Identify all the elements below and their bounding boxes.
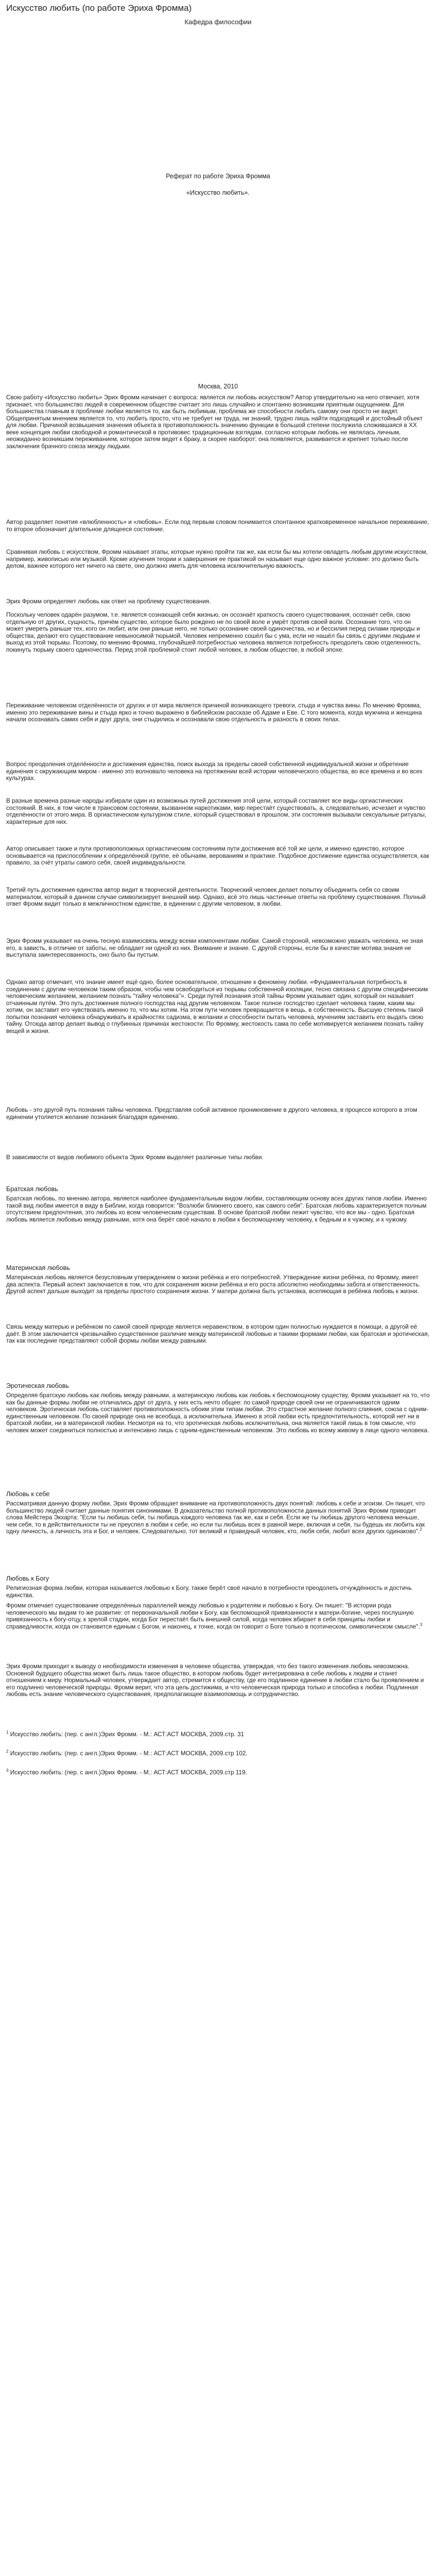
footnote [6, 1750, 430, 1769]
paragraph [6, 1585, 430, 1599]
footnote-mark[interactable]: 2 [420, 1527, 422, 1532]
paragraph [6, 1274, 430, 1295]
paragraph [6, 1195, 430, 1223]
paragraph-text: Любовь - это другой путь познания тайны человека. Представляя собой активное проникновение в другого человека, в процессе которого в этом единении утоляется желание познания благодаря единению. [6, 1106, 417, 1121]
paragraph [6, 1500, 430, 1535]
section-heading: Материнская любовь [6, 1264, 70, 1272]
paragraph [6, 519, 430, 533]
paragraph [6, 979, 430, 1035]
footnote [6, 1769, 430, 1788]
paragraph [6, 845, 430, 867]
department-name: Кафедра философии [184, 18, 252, 26]
footnote [6, 1731, 430, 1750]
footnote-text: Искусство любить: (пер. с англ.)Эрих Фромм. - М.: АСТ:АСТ МОСКВА, 2009.стр. 31 [10, 1731, 245, 1738]
paragraph [6, 1663, 430, 1698]
paragraph [6, 549, 430, 570]
essay-subtitle: «Искусство любить». [186, 189, 250, 196]
paragraph [6, 1602, 430, 1630]
paragraph-text: Поскольку человек одарён разумом, т.е. является сознающей себя жизнью, он осознаёт краткость своего существования, осознаёт себя, свою отдельную от других, сущность, причём существо, которое было рождено не по своей воле и умрёт против своей воли. Осознание того, что он может умереть раньше тех, кого он любит, или они раньше него, не только осознание своей одиночества, но и бессилия перед силами природы и общества, делают его существование невыносимой тюрьмой. Человек непременно сошёл бы с ума, если не нашёл бы связь с другими людьми и выход из этой тюрьмы. Поэтому, по мнению Фромма, глубочайшей потребностью человека является потребность преодолеть свою отделенность, покинуть тюрьму своего одиночества. Перед этой проблемой стоит любой человек, в любом обществе, в любой эпохе. [6, 611, 421, 653]
footnote-text: Искусство любить: (пер. с англ.)Эрих Фромм. - М.: АСТ:АСТ МОСКВА, 2009.стр 119. [10, 1769, 247, 1776]
paragraph-text: Фромм отмечает существование определённых параллелей между любовью к родителям и любовью к Богу. Он пишет: "В истории рода человеческого мы видим то же развитие: от первоначальной любви к Богу, как беспомощной привязанности к матери-богине, через послушную привязанность к богу-отцу, к зрелой стадии, когда Бог перестаёт быть внешней силой, когда человек вбирает в себя принципы любви и справедливости, когда он становится единым с Богом, и наконец, к точке, когда он говорит о Боге только в поэтическом, символическом смысле". [6, 1602, 420, 1630]
paragraph [6, 798, 430, 825]
paragraph-text: В разные времена разные народы избирали один из возможных путей достижения этой цели, который составляет все виды оргиастических состояний. В них, в том числе в трансовом состоянии, вызванном наркотиками, мир перестаёт существовать, а, следовательно, исчезает и чувство отделённости от этого мира. В оргиастическом культурном стиле, который существовал в прошлом, эти состояния вызывали сексуальные ритуалы, характерные для них. [6, 797, 427, 825]
section-heading: Эротическая любовь [6, 1382, 69, 1389]
paragraph-text: Сравнивая любовь с искусством, Фромм называет этапы, которые нужно пройти так же, как если бы мы хотели овладеть любым другим искусством, например, живописью или музыкой. Кроме изучения теории и завершения ее практикой он называет еще одно важное условие: это должно быть делом, важнее которого нет ничего на свете, оно должно иметь для человека исключительную важность. [6, 548, 428, 569]
paragraph-text: Эрих Фромм приходит к выводу о необходимости изменения в человеке общества, утверждая, что без такого изменения любовь невозможна. Основной будущего общества может быть лишь такое общество, в котором любовь будет интегрирована в себе любовь к людям и станет отношением к миру. Нормальный человек, утверждает автор, стремится к обществу, где его подлинное единение в любви стало бы проявлением и его подлинно человеческой природы. Фромм верит, что эта цель достижима, и что человеческая природа только и способна к любви. Подлинная любовь есть знание человеческого существования, предполагающее взаимопомощь и сотрудничество. [6, 1663, 424, 1698]
paragraph-text: Эрих Фромм определяет любовь как ответ на проблему существования. [6, 598, 211, 605]
footnote-number: 3 [6, 1768, 9, 1773]
intro-paragraph [6, 394, 430, 450]
footnote-number: 2 [6, 1749, 9, 1754]
essay-title: Реферат по работе Эриха Фромма [166, 173, 270, 180]
footnote-text: Искусство любить: (пер. с англ.)Эрих Фромм. - М.: АСТ:АСТ МОСКВА, 2009.стр 102. [10, 1750, 248, 1757]
footnote-mark[interactable]: 3 [420, 1622, 423, 1627]
section-heading: Любовь к себе [6, 1490, 50, 1498]
paragraph [6, 761, 430, 782]
section-heading: Любовь к Богу [6, 1575, 49, 1582]
paragraph [6, 1154, 430, 1161]
paragraph [6, 1107, 430, 1121]
paragraph-text: Братская любовь, по мнению автора, является наиболее фундаментальным видом любви, составляющим основу всех других типов любви. Именно такой вид любви имеется в виду в Библии, когда говорится: "Возлюби ближнего своего, как самого себя". Братская любовь характеризуется полным отсутствием предпочтения, это любовь ко всем человеческим существам. В основе братской любви лежит чувство, что все мы - одно. Братская любовь является любовью между равными, хотя она берёт своё начало в любви к беспомощному человеку, к бедным и к чужому, и к чужому. [6, 1195, 427, 1223]
section-heading: Братская любовь [6, 1185, 58, 1193]
paragraph-text: Материнская любовь является безусловным утверждением о жизни ребёнка и его потребностей. Утверждение жизни ребёнка, по Фромму, имеет два аспекта. Первый аспект заключается в том, что для сохранения жизни ребёнка и его роста абсолютно необходимы забота и ответственность. Другой аспект дальше выходит за пределы простого сохранения жизни. У матери должна быть установка, вселяющая в ребёнка любовь к жизни. [6, 1274, 421, 1295]
paragraph-text: В зависимости от видов любимого объекта Эрих Фромм выделяет различные типы любви. [6, 1154, 264, 1161]
paragraph-text: Однако автор отмечает, что знание имеет ещё одно, более основательное, отношение к феномену любви. «Фундаментальная потребность в соединении с другим человеком таким образом, чтобы чем освободиться из тюрьмы собственной изоляции, тесно связана с другим специфическим человеческим желанием, желанием познать "тайну человека"». Среди путей познания этой тайны Фромм указывает один, который он называет отчаянным путём. Это путь достижения полного господства над другим человеком. Такое полное господство сделает человека таким, каким мы хотим, он заставит его чувствовать именно то, что мы хотим. На этом пути человек превращается в вещь, в собственность. Высшую степень такой попытки познания человека обнаруживать в крайностях садизма, в желании и способности пытать человека, мучениям заставить его выдать свою тайну. Отсюда автор делает вывод о глубинных причинах жестокости. По Фромму, жестокость сама по себе мотивируется желанием познать тайну вещей и жизни. [6, 978, 428, 1035]
paragraph-text: Переживание человеком отделённости от других и от мира является причиной возникающего тревоги, стыда и чувства вины. По мнению Фромма, именно это переживание вины и стыда ярко и точно выражено в библейском рассказе об Адаме и Еве. С того момента, когда мужчина и женщина начали осознавать самих себя и друг друга, они стыдились и осознавали свою отдельность и разность в своих телах. [6, 702, 422, 723]
city-year: Москва, 2010 [198, 383, 238, 390]
page-title: Искусство любить (по работе Эриха Фромма) [6, 3, 192, 13]
footnotes [6, 1731, 430, 1788]
paragraph [6, 1324, 430, 1345]
paragraph-text: Связь между матерью и ребёнком по самой своей природе является неравенством, в котором один полностью нуждается в помощи, а другой её даёт. В этом заключается чрезвычайно существенное различие между материнской любовью и такими формами любви, как братская и эротическая, так как последние представляют собой формы любви между равными. [6, 1323, 429, 1344]
paragraph-text: Третий путь достижения единства автор видит в творческой деятельности. Творческий человек делает попытку объединить себя со своим материалом, который в данном случае символизирует внешний мир. Однако, всё это лишь частичные ответы на проблему существования. Полный ответ Фромм видит только в межличностном единстве, в единении с другим человеком, в любви. [6, 886, 426, 907]
paragraph [6, 938, 430, 959]
paragraph-text: Автор описывает также и пути противоположных оргиастическим состояниям пути достижения всё той же цели, и именно единство, которое основывается на приспособлении к определённой группе, её обычаям, верованиям и практике. Подобное достижение единства осуществляется, как правило, за счёт утраты самого себя, своей индивидуальности. [6, 845, 429, 866]
paragraph-text: Свою работу «Искусство любить» Эрих Фромм начинает с вопроса: является ли любовь искусством? Автор утвердительно на него отвечает, хотя признает, что большинство людей в современном обществе считает это лишь случайно и спонтанно возникшим приятным ощущением. Для большинства главным в проблеме любви является то, как быть любимым, проблема же способности любить самому они просто не видят. Общепринятым мнением является то, что любить просто, что не требует ни труда, ни знаний, трудно лишь найти подходящий и достойный объект для любви. Причиной возвышения значения объекта в противоположность значению функции в большой степени послужила сложившаяся в XX веке концепция любви свободной и романтической в противовес традиционным взглядам, согласно которым любовь не являлась личным, неожиданно возникшим переживанием, которое затем ведет к браку, а скорее наоборот: она появляется, развивается и крепнет только после заключения брачного союза между людьми. [6, 394, 423, 450]
paragraph [6, 598, 430, 605]
paragraph [6, 1392, 430, 1434]
paragraph-text: Рассматривая данную форму любви, Эрих Фромм обращает внимание на противоположность двух понятий: любовь к себе и эгоизм. Он пишет, что большинство людей считает данные понятия синонимами. В доказательство полной противоположности данных понятий Эрих Фромм приводит слова Мейстера Экхарта: "Если ты любишь себя, ты любишь каждого человека так же, как и себя. Если же ты любишь другого человека меньше, чем себя, то в действительности ты не преуспел в любви к себе, но если ты любишь всех в равной мере, включая и себя, ты будешь их любить как одну личность, а личность эта и Бог, и человек. Следовательно, тот великий и праведный человек, кто, любя себя, любит всех других одинаково". [6, 1500, 425, 1535]
paragraph-text: Вопрос преодоления отделённости и достижения единства, поиск выхода за пределы своей собственной индивидуальной жизни и обретение единения с окружающим миром - именно это волновало человека на протяжении всей истории человеческого общества, во все времена и во всех культурах. [6, 760, 423, 782]
paragraph [6, 702, 430, 723]
paragraph-text: Определяя братскую любовь как любовь между равными, а материнскую любовь как любовь к беспомощному существу, Фромм указывает на то, что как бы данные формы любви не отличались друг от друга, у них есть нечто общее: по самой природе своей они не ограничиваются одним человеком. Эротическая любовь составляет противоположность обоим этим типам любви. Это страстное желание полного слияния, союза с одним-единственным человеком. По своей природе она не всеобща, а исключительна. Именно в этой любви есть предпочтительность, которой нет ни в братской любви, ни в материнской любви. Несмотря на то, что эротическая любовь исключительна, она является такой лишь в том смысле, что человек может соединиться полностью и интенсивно лишь с одним-единственным человеком. Это любовь ко всему живому в лице одного человека. [6, 1392, 430, 1434]
paragraph-text: Эрих Фромм указывает на очень тесную взаимосвязь между всеми компонентами любви. Самой стороной, невозможно уважать человека, не зная его, а зависть, в отличие от заботы, не обладает ни одной из них. Внимание и знание. С другой стороны, если бы в качестве мотива знания не выступала заинтересованность, оно было бы пустым. [6, 937, 423, 958]
footnote-number: 1 [6, 1730, 9, 1735]
paragraph [6, 887, 430, 908]
paragraph [6, 612, 430, 653]
paragraph-text: Религиозная форма любви, которая называется любовью к Богу, также берёт своё начало в потребности преодолеть отчуждённость и достичь единства. [6, 1584, 412, 1599]
paragraph-text: Автор разделяет понятия «влюбленность» и «любовь». Если под первым словом понимается спонтанное кратковременное начальное переживание, то второе обозначает длительное длящееся состояние. [6, 518, 429, 533]
